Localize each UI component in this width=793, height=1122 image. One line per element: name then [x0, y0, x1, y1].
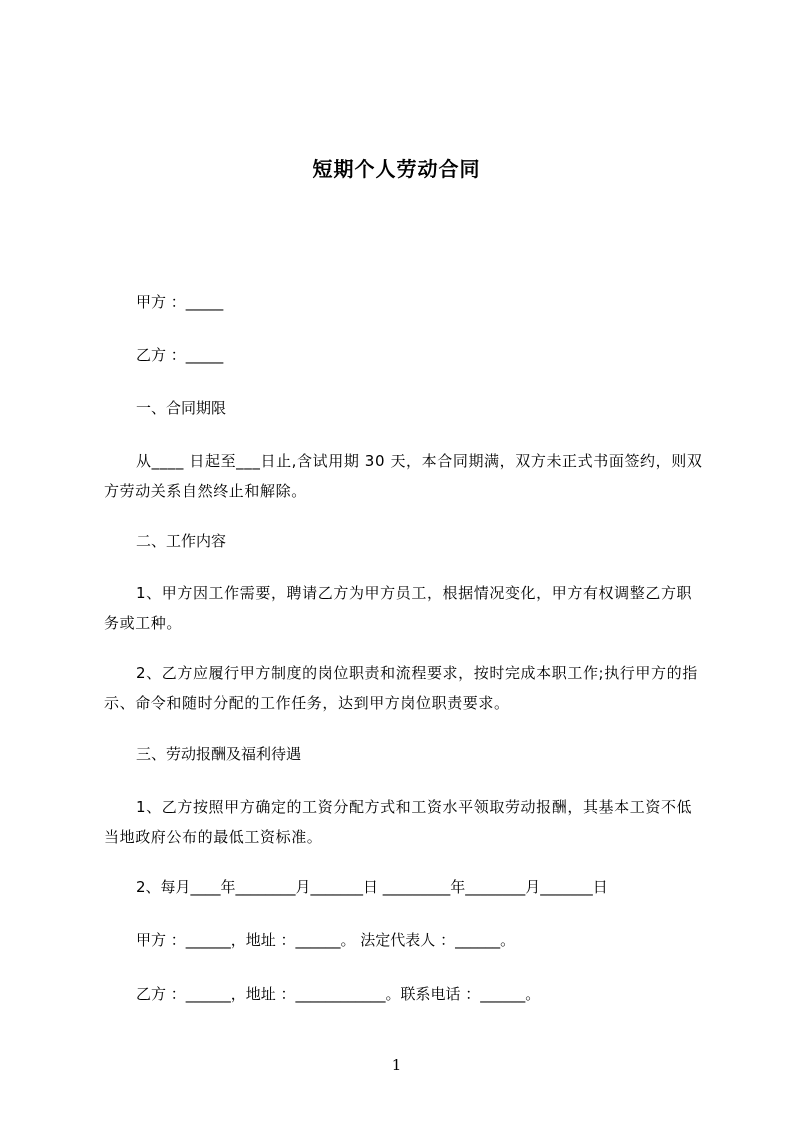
party-a-line: 甲方 ：_____	[136, 293, 224, 311]
monthly-date-line: 2、每月____年________月_______日 _________年________月_______日	[136, 878, 608, 896]
work-content-paragraph-2: 2、乙方应履行甲方制度的岗位职责和流程要求，按时完成本职工作;执行甲方的指示、命令和随时分配的工作任务，达到甲方岗位职责要求。	[104, 664, 698, 712]
work-content-paragraph-1: 1、甲方因工作需要，聘请乙方为甲方员工，根据情况变化，甲方有权调整乙方职务或工种。	[104, 584, 693, 632]
section-heading-compensation: 三、劳动报酬及福利待遇	[136, 745, 302, 763]
party-b-line: 乙方 ：_____	[136, 346, 224, 364]
page-number: 1	[391, 1056, 402, 1074]
section-heading-contract-term: 一、合同期限	[136, 399, 227, 417]
party-a-signature-line: 甲方 ：______，地址 ：______。 法定代表人 ：______。	[136, 931, 516, 949]
compensation-paragraph-1: 1、乙方按照甲方确定的工资分配方式和工资水平领取劳动报酬，其基本工资不低当地政府公布的最低工资标准。	[104, 798, 693, 846]
party-b-signature-line: 乙方 ：______，地址 ：____________。联系电话 ：______。	[136, 985, 541, 1003]
document-title: 短期个人劳动合同	[312, 157, 481, 182]
contract-term-paragraph: 从____ 日起至___日止,含试用期 30 天，本合同期满，双方未正式书面签约，则双方劳动关系自然终止和解除。	[104, 452, 703, 500]
section-heading-work-content: 二、工作内容	[136, 532, 227, 550]
